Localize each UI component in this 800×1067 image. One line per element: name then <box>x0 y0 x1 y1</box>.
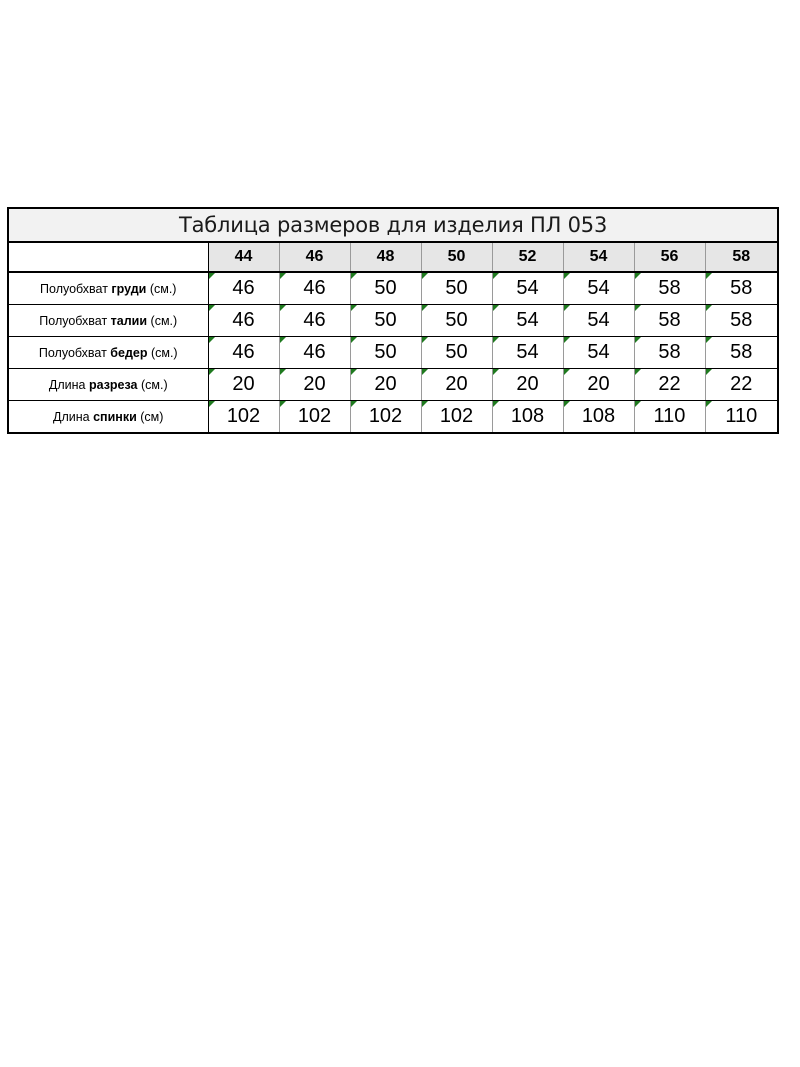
table-cell <box>634 369 705 401</box>
cell-marker-icon <box>493 337 499 343</box>
cell-marker-icon <box>493 273 499 279</box>
table-cell <box>279 305 350 337</box>
cell-marker-icon <box>209 401 215 407</box>
row-label <box>8 369 208 401</box>
table-row-slit-length <box>8 369 778 401</box>
cell-marker-icon <box>351 369 357 375</box>
table-row-back-length <box>8 401 778 434</box>
cell-marker-icon <box>635 337 641 343</box>
row-label-prefix: Длина <box>48 377 89 392</box>
cell-marker-icon <box>422 273 428 279</box>
table-cell <box>421 337 492 369</box>
size-table <box>7 207 779 434</box>
table-cell <box>563 305 634 337</box>
table-row-hips <box>8 337 778 369</box>
cell-marker-icon <box>280 337 286 343</box>
cell-value: 20 <box>445 373 468 395</box>
cell-value: 46 <box>232 309 255 331</box>
table-cell <box>208 272 279 305</box>
table-cell <box>350 337 421 369</box>
size-header-52: 52 <box>492 242 563 272</box>
cell-marker-icon <box>422 305 428 311</box>
cell-value: 54 <box>587 309 610 331</box>
cell-value: 20 <box>516 373 539 395</box>
cell-value: 20 <box>232 373 255 395</box>
table-cell <box>208 401 279 434</box>
size-header-58: 58 <box>705 242 778 272</box>
table-cell <box>350 401 421 434</box>
table-cell <box>421 401 492 434</box>
cell-marker-icon <box>493 369 499 375</box>
table-cell <box>350 272 421 305</box>
cell-marker-icon <box>564 337 570 343</box>
size-header-48: 48 <box>350 242 421 272</box>
cell-marker-icon <box>280 273 286 279</box>
table-cell <box>563 337 634 369</box>
cell-value: 50 <box>374 341 397 363</box>
cell-marker-icon <box>706 369 712 375</box>
cell-value: 46 <box>303 341 326 363</box>
table-cell <box>350 305 421 337</box>
table-cell <box>421 369 492 401</box>
cell-marker-icon <box>706 273 712 279</box>
row-label-measure: талии <box>110 313 148 328</box>
cell-marker-icon <box>280 305 286 311</box>
corner-cell <box>8 242 208 272</box>
table-title: Таблица размеров для изделия ПЛ 053 <box>8 208 778 242</box>
cell-marker-icon <box>706 401 712 407</box>
cell-value: 58 <box>730 309 753 331</box>
cell-marker-icon <box>564 273 570 279</box>
cell-marker-icon <box>351 273 357 279</box>
cell-value: 50 <box>445 277 468 299</box>
cell-marker-icon <box>422 337 428 343</box>
cell-value: 54 <box>587 277 610 299</box>
cell-value: 22 <box>730 373 753 395</box>
cell-value: 58 <box>658 277 681 299</box>
cell-marker-icon <box>209 369 215 375</box>
row-label <box>8 305 208 337</box>
cell-value: 54 <box>516 277 539 299</box>
table-cell <box>492 401 563 434</box>
cell-value: 46 <box>232 341 255 363</box>
table-cell <box>208 305 279 337</box>
row-label-unit: (см.) <box>147 345 178 360</box>
row-label-prefix: Полуобхват <box>38 345 111 360</box>
row-label-measure: груди <box>111 281 147 296</box>
table-cell <box>279 337 350 369</box>
row-label-unit: (см.) <box>147 313 178 328</box>
cell-marker-icon <box>635 273 641 279</box>
table-cell <box>492 369 563 401</box>
table-cell <box>705 401 778 434</box>
row-label-prefix: Полуобхват <box>39 313 111 328</box>
cell-value: 50 <box>374 277 397 299</box>
table-cell <box>421 305 492 337</box>
table-row-waist <box>8 305 778 337</box>
cell-marker-icon <box>635 369 641 375</box>
cell-marker-icon <box>706 337 712 343</box>
size-header-46: 46 <box>279 242 350 272</box>
cell-value: 108 <box>510 405 545 427</box>
table-row-chest <box>8 272 778 305</box>
table-cell <box>279 369 350 401</box>
table-cell <box>279 272 350 305</box>
table-cell <box>705 272 778 305</box>
row-label-unit: (см.) <box>137 377 168 392</box>
cell-value: 46 <box>232 277 255 299</box>
cell-value: 54 <box>516 309 539 331</box>
cell-value: 50 <box>445 341 468 363</box>
cell-value: 58 <box>730 277 753 299</box>
cell-marker-icon <box>209 273 215 279</box>
cell-marker-icon <box>493 305 499 311</box>
row-label-unit: (см) <box>136 409 164 424</box>
row-label-unit: (см.) <box>146 281 177 296</box>
cell-marker-icon <box>564 305 570 311</box>
measurement-rows <box>8 272 778 433</box>
cell-marker-icon <box>564 369 570 375</box>
cell-marker-icon <box>635 305 641 311</box>
size-header-row <box>8 242 778 272</box>
cell-value: 22 <box>658 373 681 395</box>
table-cell <box>492 272 563 305</box>
table-cell <box>705 369 778 401</box>
cell-value: 54 <box>587 341 610 363</box>
cell-value: 50 <box>374 309 397 331</box>
table-cell <box>492 337 563 369</box>
cell-value: 46 <box>303 277 326 299</box>
row-label-prefix: Длина <box>53 409 94 424</box>
row-label-prefix: Полуобхват <box>40 281 112 296</box>
cell-marker-icon <box>564 401 570 407</box>
cell-value: 54 <box>516 341 539 363</box>
size-header-50: 50 <box>421 242 492 272</box>
size-header-44: 44 <box>208 242 279 272</box>
row-label-measure: разреза <box>88 377 138 392</box>
row-label-measure: спинки <box>93 409 137 424</box>
size-header-56: 56 <box>634 242 705 272</box>
cell-value: 108 <box>581 405 616 427</box>
cell-value: 110 <box>725 405 758 427</box>
cell-value: 20 <box>374 373 397 395</box>
table-cell <box>563 272 634 305</box>
table-cell <box>421 272 492 305</box>
cell-value: 58 <box>730 341 753 363</box>
cell-marker-icon <box>422 369 428 375</box>
cell-value: 50 <box>445 309 468 331</box>
cell-value: 46 <box>303 309 326 331</box>
table-cell <box>634 272 705 305</box>
cell-value: 102 <box>226 405 261 427</box>
cell-marker-icon <box>209 337 215 343</box>
cell-value: 58 <box>658 341 681 363</box>
cell-marker-icon <box>351 305 357 311</box>
cell-marker-icon <box>351 401 357 407</box>
cell-marker-icon <box>280 369 286 375</box>
cell-value: 20 <box>303 373 326 395</box>
cell-value: 102 <box>368 405 403 427</box>
table-cell <box>492 305 563 337</box>
table-cell <box>634 401 705 434</box>
table-cell <box>705 337 778 369</box>
table-cell <box>634 337 705 369</box>
cell-marker-icon <box>351 337 357 343</box>
table-cell <box>563 401 634 434</box>
cell-marker-icon <box>493 401 499 407</box>
row-label <box>8 401 208 434</box>
cell-value: 110 <box>653 405 686 427</box>
cell-value: 102 <box>439 405 474 427</box>
cell-marker-icon <box>422 401 428 407</box>
row-label <box>8 337 208 369</box>
table-cell <box>705 305 778 337</box>
cell-value: 102 <box>297 405 332 427</box>
cell-marker-icon <box>706 305 712 311</box>
cell-value: 20 <box>587 373 610 395</box>
title-row <box>8 208 778 242</box>
size-header-54: 54 <box>563 242 634 272</box>
table-cell <box>350 369 421 401</box>
cell-marker-icon <box>280 401 286 407</box>
cell-marker-icon <box>635 401 641 407</box>
table-cell <box>634 305 705 337</box>
table-cell <box>208 337 279 369</box>
cell-marker-icon <box>209 305 215 311</box>
table-cell <box>563 369 634 401</box>
row-label-measure: бедер <box>110 345 148 360</box>
cell-value: 58 <box>658 309 681 331</box>
row-label <box>8 272 208 305</box>
table-cell <box>279 401 350 434</box>
table-cell <box>208 369 279 401</box>
